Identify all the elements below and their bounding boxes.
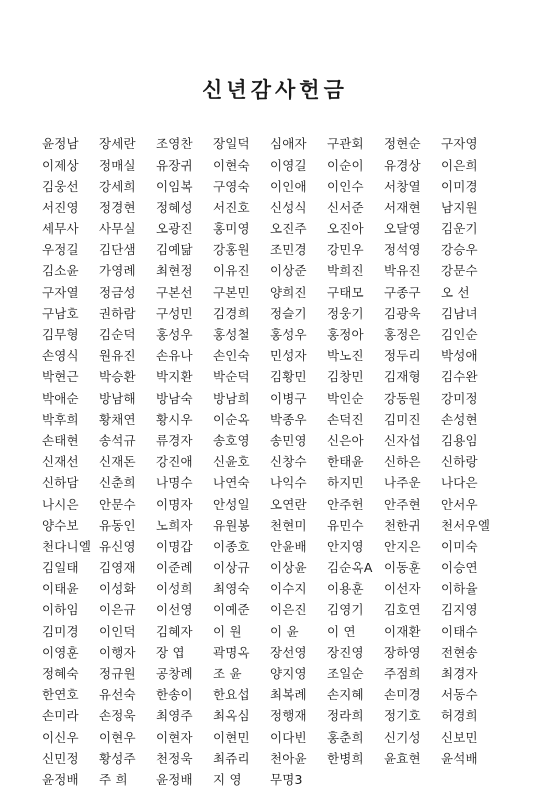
donor-name: 방남해 — [99, 390, 136, 406]
donor-name: 이 원 — [213, 623, 242, 639]
names-row — [42, 494, 542, 515]
donor-name: 이미경 — [441, 178, 478, 194]
donor-name: 김미경 — [42, 623, 79, 639]
donor-name: 천아윤 — [270, 750, 307, 766]
donor-name: 박유진 — [384, 263, 421, 279]
donor-name: 황채연 — [99, 411, 136, 427]
donor-name: 김운기 — [441, 221, 478, 237]
names-row — [42, 388, 542, 409]
donor-name: 김황민 — [270, 369, 307, 385]
donor-name: 김웅선 — [42, 178, 79, 194]
donor-name: 이제상 — [42, 157, 79, 173]
donor-name: 서창열 — [384, 178, 421, 194]
donor-name: 신하은 — [384, 454, 421, 470]
donor-name: 박애순 — [42, 390, 79, 406]
donor-name: 서동수 — [441, 687, 478, 703]
donor-name: 정라희 — [327, 708, 364, 724]
donor-name: 구영숙 — [213, 178, 250, 194]
donor-name: 정혜숙 — [42, 666, 79, 682]
donor-name: 김광욱 — [384, 305, 421, 321]
donor-name: 안서우 — [441, 496, 478, 512]
donor-name: 박지환 — [156, 369, 193, 385]
names-row — [42, 198, 542, 219]
donor-name: 한병희 — [327, 750, 364, 766]
donor-name: 천한귀 — [384, 517, 421, 533]
donor-name: 김미진 — [384, 411, 421, 427]
donor-name: 송민영 — [270, 432, 307, 448]
donor-name: 손인숙 — [213, 348, 250, 364]
donor-name: 김재형 — [384, 369, 421, 385]
donor-name: 신민정 — [42, 750, 79, 766]
donor-name: 박성애 — [441, 348, 478, 364]
donor-name: 강민우 — [327, 242, 364, 258]
donor-name: 원유진 — [99, 348, 136, 364]
donor-name: 주 희 — [99, 771, 128, 787]
names-row — [42, 325, 542, 346]
donor-name: 이선영 — [156, 602, 193, 618]
donor-name: 신창수 — [270, 454, 307, 470]
donor-name: 황성주 — [99, 750, 136, 766]
names-row — [42, 176, 542, 197]
donor-name: 우정길 — [42, 242, 79, 258]
donor-name: 이은진 — [270, 602, 307, 618]
donor-name: 윤정배 — [156, 771, 193, 787]
donor-name: 이준례 — [156, 560, 193, 576]
donor-name: 신자섭 — [384, 432, 421, 448]
donor-name: 강진애 — [156, 454, 193, 470]
donor-name: 이성희 — [156, 581, 193, 597]
donor-name: 김경희 — [213, 305, 250, 321]
donor-name: 손유나 — [156, 348, 193, 364]
donor-name: 공창례 — [156, 666, 193, 682]
donor-name: 구자영 — [441, 136, 478, 152]
donor-name: 구본선 — [156, 284, 193, 300]
donor-name: 이임복 — [156, 178, 193, 194]
donor-name: 조영찬 — [156, 136, 193, 152]
donor-name: 유신영 — [99, 538, 136, 554]
donor-name: 이태수 — [441, 623, 478, 639]
donor-name: 구남호 — [42, 305, 79, 321]
donor-name: 유선숙 — [99, 687, 136, 703]
names-row — [42, 261, 542, 282]
donor-name: 윤석배 — [441, 750, 478, 766]
donor-name: 김수완 — [441, 369, 478, 385]
donor-name: 노희자 — [156, 517, 193, 533]
donor-name: 이행자 — [99, 644, 136, 660]
donor-name: 정경현 — [99, 199, 136, 215]
donor-name: 이선자 — [384, 581, 421, 597]
names-row — [42, 600, 542, 621]
donor-name: 강승우 — [441, 242, 478, 258]
donor-name: 안성일 — [213, 496, 250, 512]
donor-name: 김창민 — [327, 369, 364, 385]
donor-name: 최영주 — [156, 708, 193, 724]
donor-name: 홍정아 — [327, 327, 364, 343]
donor-name: 권하람 — [99, 305, 136, 321]
donor-name: 이영훈 — [42, 644, 79, 660]
names-row — [42, 409, 542, 430]
donor-name: 유원봉 — [213, 517, 250, 533]
donor-name: 나다은 — [441, 475, 478, 491]
donor-name: 이태윤 — [42, 581, 79, 597]
donor-name: 안주현 — [384, 496, 421, 512]
donor-name: 김소윤 — [42, 263, 79, 279]
donor-name: 이재환 — [384, 623, 421, 639]
donor-name: 이인덕 — [99, 623, 136, 639]
donor-name: 손지혜 — [327, 687, 364, 703]
donor-name: 한태윤 — [327, 454, 364, 470]
donor-name: 강홍원 — [213, 242, 250, 258]
names-row — [42, 134, 542, 155]
donor-name: 손미경 — [384, 687, 421, 703]
donor-name: 송석규 — [99, 432, 136, 448]
donor-name: 이하임 — [42, 602, 79, 618]
donor-name: 정기호 — [384, 708, 421, 724]
donor-name: 김순옥A — [327, 560, 373, 576]
donor-name: 오 선 — [441, 284, 470, 300]
donor-name: 오달영 — [384, 221, 421, 237]
donor-name: 서진영 — [42, 199, 79, 215]
donor-name: 이은규 — [99, 602, 136, 618]
donor-name: 조 윤 — [213, 666, 242, 682]
donor-name: 방남희 — [213, 390, 250, 406]
donor-name: 이은희 — [441, 157, 478, 173]
donor-name: 박희진 — [327, 263, 364, 279]
donor-name: 최영숙 — [213, 581, 250, 597]
donor-name: 이상준 — [270, 263, 307, 279]
donor-name: 김지영 — [441, 602, 478, 618]
names-row — [42, 473, 542, 494]
donor-name: 김무형 — [42, 327, 79, 343]
donor-name: 홍성우 — [156, 327, 193, 343]
donor-name: 하지민 — [327, 475, 364, 491]
donor-name: 신기성 — [384, 729, 421, 745]
donor-name: 박승환 — [99, 369, 136, 385]
names-row — [42, 537, 542, 558]
names-row — [42, 727, 542, 748]
donor-name: 천다니엘 — [42, 538, 92, 554]
donor-name: 김영재 — [99, 560, 136, 576]
donor-name: 이종호 — [213, 538, 250, 554]
names-row — [42, 346, 542, 367]
donor-name: 나주운 — [384, 475, 421, 491]
donor-name: 이인수 — [327, 178, 364, 194]
donor-name: 구본민 — [213, 284, 250, 300]
names-row — [42, 643, 542, 664]
donor-name: 김인순 — [441, 327, 478, 343]
donor-name: 이명갑 — [156, 538, 193, 554]
page-title: 신년감사헌금 — [202, 78, 348, 102]
donor-name: 신춘희 — [99, 475, 136, 491]
donor-name: 최쥬리 — [213, 750, 250, 766]
donor-name: 정금성 — [99, 284, 136, 300]
donor-name: 최현정 — [156, 263, 193, 279]
names-row — [42, 748, 542, 769]
donor-name: 류경자 — [156, 432, 193, 448]
donor-name: 박후희 — [42, 411, 79, 427]
names-row — [42, 240, 542, 261]
donor-name: 장 엽 — [156, 644, 185, 660]
donor-name: 정슬기 — [270, 305, 307, 321]
donor-name: 서재현 — [384, 199, 421, 215]
donor-name: 정매실 — [99, 157, 136, 173]
donor-name: 정혜성 — [156, 199, 193, 215]
donor-name: 정행재 — [270, 708, 307, 724]
donor-name: 김영기 — [327, 602, 364, 618]
donor-name: 신윤호 — [213, 454, 250, 470]
donor-name: 신하담 — [42, 475, 79, 491]
donor-name: 오연란 — [270, 496, 307, 512]
donor-name: 세무사 — [42, 221, 79, 237]
donor-name: 홍성철 — [213, 327, 250, 343]
donor-name: 이인애 — [270, 178, 307, 194]
donor-name: 홍정은 — [384, 327, 421, 343]
donor-name: 안문수 — [99, 496, 136, 512]
donor-name: 정석영 — [384, 242, 421, 258]
donor-name: 나명수 — [156, 475, 193, 491]
names-row — [42, 367, 542, 388]
donor-name: 이하율 — [441, 581, 478, 597]
names-row — [42, 770, 542, 791]
names-row — [42, 431, 542, 452]
donor-name: 유동인 — [99, 517, 136, 533]
donor-name: 정규원 — [99, 666, 136, 682]
donor-name: 구관회 — [327, 136, 364, 152]
donor-name: 이성화 — [99, 581, 136, 597]
donor-name: 이예준 — [213, 602, 250, 618]
donor-name: 박인순 — [327, 390, 364, 406]
donor-name: 신보민 — [441, 729, 478, 745]
names-row — [42, 685, 542, 706]
donor-name: 이신우 — [42, 729, 79, 745]
donor-name: 신재선 — [42, 454, 79, 470]
names-row — [42, 452, 542, 473]
donor-name: 박노진 — [327, 348, 364, 364]
donor-name: 곽명옥 — [213, 644, 250, 660]
donor-name: 김예닮 — [156, 242, 193, 258]
donor-name: 민성자 — [270, 348, 307, 364]
donor-name: 최경자 — [441, 666, 478, 682]
donor-name: 천서우엘 — [441, 517, 491, 533]
donor-name: 이순옥 — [213, 411, 250, 427]
donor-name: 지 영 — [213, 771, 242, 787]
donor-name: 이미숙 — [441, 538, 478, 554]
donor-name: 정웅기 — [327, 305, 364, 321]
donor-name: 한요섭 — [213, 687, 250, 703]
donor-name: 김순덕 — [99, 327, 136, 343]
donor-name: 정두리 — [384, 348, 421, 364]
donor-name: 이현숙 — [213, 157, 250, 173]
donor-name: 정현순 — [384, 136, 421, 152]
donor-name: 김혜자 — [156, 623, 193, 639]
donor-name: 오진주 — [270, 221, 307, 237]
donor-name: 안윤배 — [270, 538, 307, 554]
donor-name: 윤정배 — [42, 771, 79, 787]
donor-name: 양지영 — [270, 666, 307, 682]
names-row — [42, 282, 542, 303]
donor-name: 이현우 — [99, 729, 136, 745]
donor-name: 김일태 — [42, 560, 79, 576]
donor-name: 허경희 — [441, 708, 478, 724]
donor-name: 신성식 — [270, 199, 307, 215]
donor-name: 이용훈 — [327, 581, 364, 597]
donor-name: 홍성우 — [270, 327, 307, 343]
names-row — [42, 219, 542, 240]
donor-name: 주점희 — [384, 666, 421, 682]
donor-name: 안지은 — [384, 538, 421, 554]
donor-name: 남지원 — [441, 199, 478, 215]
donor-name: 홍미영 — [213, 221, 250, 237]
donor-name: 구성민 — [156, 305, 193, 321]
donor-name: 손태현 — [42, 432, 79, 448]
donor-name: 천현미 — [270, 517, 307, 533]
names-grid — [42, 134, 542, 791]
donor-name: 장세란 — [99, 136, 136, 152]
donor-name: 오진아 — [327, 221, 364, 237]
donor-name: 홍춘희 — [327, 729, 364, 745]
donor-name: 손성현 — [441, 411, 478, 427]
donor-name: 조일순 — [327, 666, 364, 682]
names-row — [42, 155, 542, 176]
donor-name: 이현자 — [156, 729, 193, 745]
donor-name: 박현근 — [42, 369, 79, 385]
donor-name: 김남녀 — [441, 305, 478, 321]
donor-name: 이유진 — [213, 263, 250, 279]
donor-name: 최복례 — [270, 687, 307, 703]
donor-name: 박종우 — [270, 411, 307, 427]
donor-name: 손정욱 — [99, 708, 136, 724]
donor-name: 장일덕 — [213, 136, 250, 152]
donor-name: 손영식 — [42, 348, 79, 364]
donor-name: 이병구 — [270, 390, 307, 406]
donor-name: 강세희 — [99, 178, 136, 194]
donor-name: 신서준 — [327, 199, 364, 215]
donor-name: 김용임 — [441, 432, 478, 448]
donor-name: 손덕진 — [327, 411, 364, 427]
donor-name: 장하영 — [384, 644, 421, 660]
donor-name: 나시은 — [42, 496, 79, 512]
names-row — [42, 706, 542, 727]
donor-name: 이수지 — [270, 581, 307, 597]
donor-name: 구자열 — [42, 284, 79, 300]
donor-name: 나연숙 — [213, 475, 250, 491]
donor-name: 이 윤 — [270, 623, 299, 639]
donor-name: 유경상 — [384, 157, 421, 173]
donor-name: 윤효현 — [384, 750, 421, 766]
names-row — [42, 621, 542, 642]
donor-name: 유민수 — [327, 517, 364, 533]
donor-name: 김단샘 — [99, 242, 136, 258]
donor-name: 이상윤 — [270, 560, 307, 576]
donor-name: 장진영 — [327, 644, 364, 660]
donor-name: 이승연 — [441, 560, 478, 576]
donor-name: 이영길 — [270, 157, 307, 173]
donor-name: 조민경 — [270, 242, 307, 258]
donor-name: 방남숙 — [156, 390, 193, 406]
donor-name: 서진호 — [213, 199, 250, 215]
donor-name: 천정욱 — [156, 750, 193, 766]
donor-name: 양수보 — [42, 517, 79, 533]
donor-name: 송호영 — [213, 432, 250, 448]
donor-name: 한연호 — [42, 687, 79, 703]
donor-name: 양희진 — [270, 284, 307, 300]
donor-name: 나익수 — [270, 475, 307, 491]
donor-name: 강문수 — [441, 263, 478, 279]
donor-name: 이현민 — [213, 729, 250, 745]
donor-name: 강미정 — [441, 390, 478, 406]
names-row — [42, 304, 542, 325]
donor-name: 신하랑 — [441, 454, 478, 470]
donor-name: 무명3 — [270, 771, 303, 787]
donor-name: 유장귀 — [156, 157, 193, 173]
donor-name: 오광진 — [156, 221, 193, 237]
donor-name: 손미라 — [42, 708, 79, 724]
donor-name: 구태모 — [327, 284, 364, 300]
donor-name: 전현송 — [441, 644, 478, 660]
donor-name: 한송이 — [156, 687, 193, 703]
donor-name: 안지영 — [327, 538, 364, 554]
donor-name: 신은아 — [327, 432, 364, 448]
donor-name: 사무실 — [99, 221, 136, 237]
donor-name: 구종구 — [384, 284, 421, 300]
names-row — [42, 664, 542, 685]
donor-name: 장선영 — [270, 644, 307, 660]
names-row — [42, 579, 542, 600]
donor-name: 안주헌 — [327, 496, 364, 512]
donor-name: 이동훈 — [384, 560, 421, 576]
donor-name: 김호연 — [384, 602, 421, 618]
donor-name: 심애자 — [270, 136, 307, 152]
donor-name: 박순덕 — [213, 369, 250, 385]
names-row — [42, 515, 542, 536]
donor-name: 이상규 — [213, 560, 250, 576]
donor-name: 이다빈 — [270, 729, 307, 745]
donor-name: 강동원 — [384, 390, 421, 406]
donor-name: 윤정남 — [42, 136, 79, 152]
donor-name: 이 연 — [327, 623, 356, 639]
donor-name: 이명자 — [156, 496, 193, 512]
donor-name: 이순이 — [327, 157, 364, 173]
donor-name: 최옥심 — [213, 708, 250, 724]
names-row — [42, 558, 542, 579]
donor-name: 가영례 — [99, 263, 136, 279]
donor-name: 신재돈 — [99, 454, 136, 470]
donor-name: 황시우 — [156, 411, 193, 427]
